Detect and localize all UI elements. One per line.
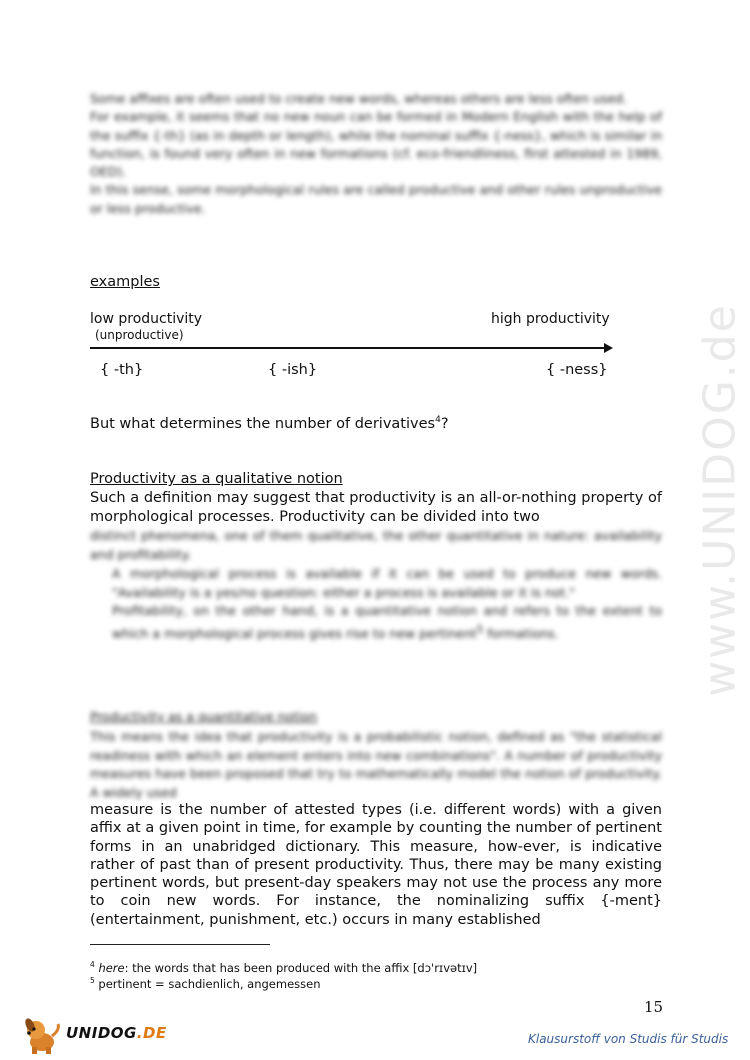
footnote-text: pertinent = sachdienlich, angemessen [94,976,321,991]
qualitative-paragraph: Such a definition may suggest that productivity is an all-or-nothing property of morphological processes. Productivity can be divided into two [90,490,662,525]
profitability-text [112,602,662,643]
logo-text [66,1024,167,1042]
affix-th: { -th} [100,362,144,378]
affix-ness: { -ness} [546,362,608,378]
derivatives-question [90,415,449,432]
unidog-logo [22,1016,167,1056]
footnote-emphasis: here [98,960,125,975]
dog-mascot-icon [22,1016,62,1056]
question-text: But what determines the number of derivatives [90,415,436,432]
arrow-head-icon [604,343,613,353]
logo-suffix: .DE [136,1024,167,1042]
high-productivity-label: high productivity [491,311,610,327]
question-mark: ? [440,415,449,432]
examples-heading: examples [90,274,160,290]
intro-line: In this sense, some morphological rules are called productive and other rules unproductive or less productive. [90,182,662,216]
low-productivity-label: low productivity [90,311,203,327]
footnote-divider [90,944,270,945]
qualitative-heading: Productivity as a qualitative notion [90,471,343,487]
footnote-ref-4: 4 [435,415,441,425]
profitability-main: Profitability, on the other hand, is a quantitative notion and refers to the extent to which a morphological process gives rise to new pertinent [112,603,662,641]
intro-line: Some affixes are often used to create new words, whereas others are less often used. [90,91,628,106]
quantitative-heading: Productivity as a quantitative notion [90,709,318,724]
footnote-number: 5 [90,976,95,985]
footnote-ref-5: 5 [476,623,484,636]
intro-paragraph [90,90,662,218]
footer-tagline: Klausurstoff von Studis für Studis [528,1032,729,1046]
footnote-text: : the words that has been produced with the affix [dɔ'rɪvətɪv] [124,960,478,975]
affix-ish: { -ish} [268,362,318,378]
footnote-5 [90,974,321,991]
logo-main: UNIDOG [66,1024,137,1042]
qualitative-indented-block [112,565,662,643]
quantitative-paragraph: measure is the number of attested types (i.e. different words) with a given affix at a given point in time, for example by counting the number of pertinent forms in an unabridged dictionary. This measure, how-ever, is indicative rather of past than of present productivity. Thus, there may be many existing pertinent words, but present-day speakers may not use the process any more to coin new words. For instance, the nominalizing suffix {-ment} (entertainment, punishment, etc.) occurs in many established [90,802,662,928]
productivity-scale-arrow [90,347,605,349]
footnote-number: 4 [90,960,95,969]
profitability-end: formations. [483,625,559,641]
unproductive-label: (unproductive) [95,328,184,342]
page-number: 15 [644,998,664,1016]
quantitative-paragraph-blurred: This means the idea that productivity is a probabilistic notion, defined as "the statistical readiness with which an element enters into new combinations". A number of productivity measures have been proposed that try to mathematically model the notion of productivity. A widely used [90,729,662,800]
watermark: www.UNIDOG.de [694,303,746,697]
availability-text: A morphological process is available if it can be used to produce new words. "Availability is a yes/no question: either a process is available or it is not." [112,566,662,600]
qualitative-paragraph-blurred: distinct phenomena, one of them qualitative, the other quantitative in nature: availability and profitability. [90,528,662,562]
footnote-4 [90,958,477,975]
intro-line: For example, it seems that no new noun can be formed in Modern English with the help of the suffix {-th} (as in depth or length), while the nominal suffix {-ness}, which is similar in function, is found very often in new formations (cf. eco-friendliness, first attested in 1989, OED). [90,109,662,180]
